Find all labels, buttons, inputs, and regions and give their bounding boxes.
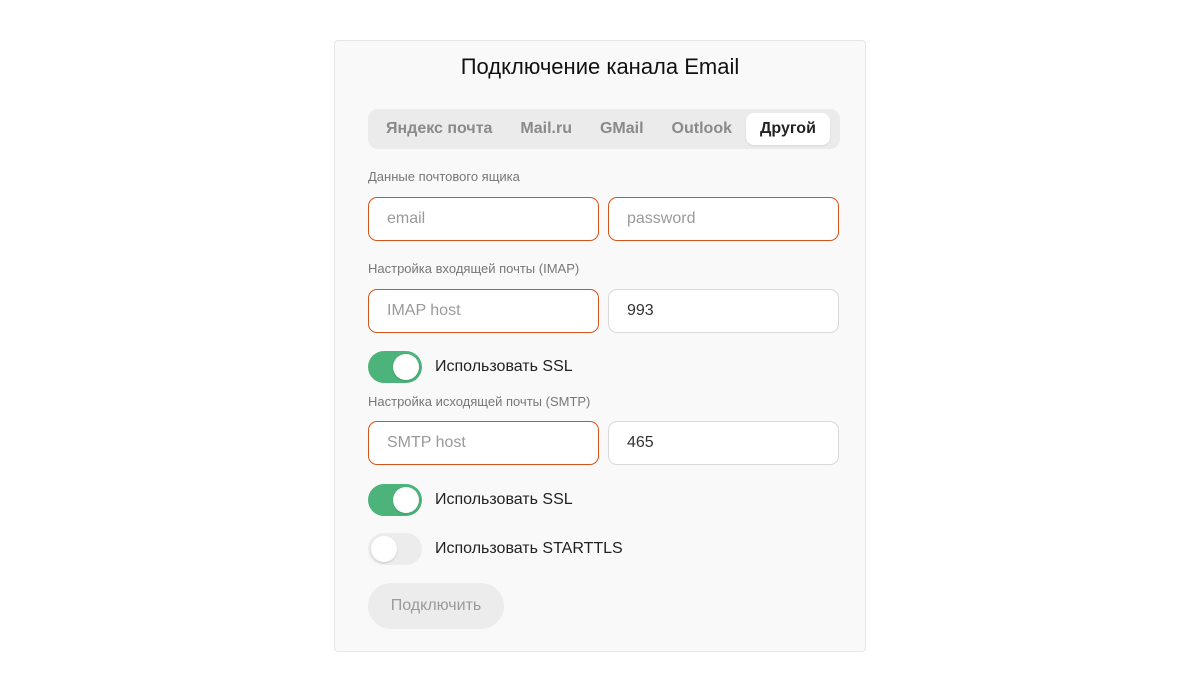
connect-button[interactable]: Подключить: [368, 583, 504, 629]
tab-other[interactable]: Другой: [746, 113, 830, 145]
tab-yandex[interactable]: Яндекс почта: [386, 120, 493, 137]
tab-gmail[interactable]: GMail: [599, 120, 644, 137]
imap-section-label: Настройка входящей почты (IMAP): [368, 261, 580, 276]
imap-host-field[interactable]: [368, 289, 599, 333]
mailbox-section-label: Данные почтового ящика: [368, 169, 520, 184]
imap-ssl-toggle[interactable]: [368, 351, 422, 383]
imap-ssl-label: Использовать SSL: [435, 358, 573, 375]
toggle-knob: [393, 354, 419, 380]
smtp-host-field[interactable]: [368, 421, 599, 465]
smtp-port-field[interactable]: [608, 421, 839, 465]
smtp-ssl-row: [368, 484, 573, 516]
starttls-row: [368, 533, 623, 565]
imap-ssl-row: [368, 351, 573, 383]
smtp-ssl-toggle[interactable]: [368, 484, 422, 516]
starttls-toggle[interactable]: [368, 533, 422, 565]
tab-outlook[interactable]: Outlook: [671, 120, 732, 137]
password-field[interactable]: [608, 197, 839, 241]
toggle-knob: [371, 536, 397, 562]
smtp-ssl-label: Использовать SSL: [435, 491, 573, 508]
page-title: Подключение канала Email: [460, 54, 740, 79]
imap-port-field[interactable]: [608, 289, 839, 333]
email-field[interactable]: [368, 197, 599, 241]
toggle-knob: [393, 487, 419, 513]
tab-mailru[interactable]: Mail.ru: [520, 120, 572, 137]
email-channel-card: [334, 40, 866, 652]
smtp-section-label: Настройка исходящей почты (SMTP): [368, 394, 591, 409]
starttls-label: Использовать STARTTLS: [435, 540, 623, 557]
provider-tabs: [368, 109, 840, 149]
